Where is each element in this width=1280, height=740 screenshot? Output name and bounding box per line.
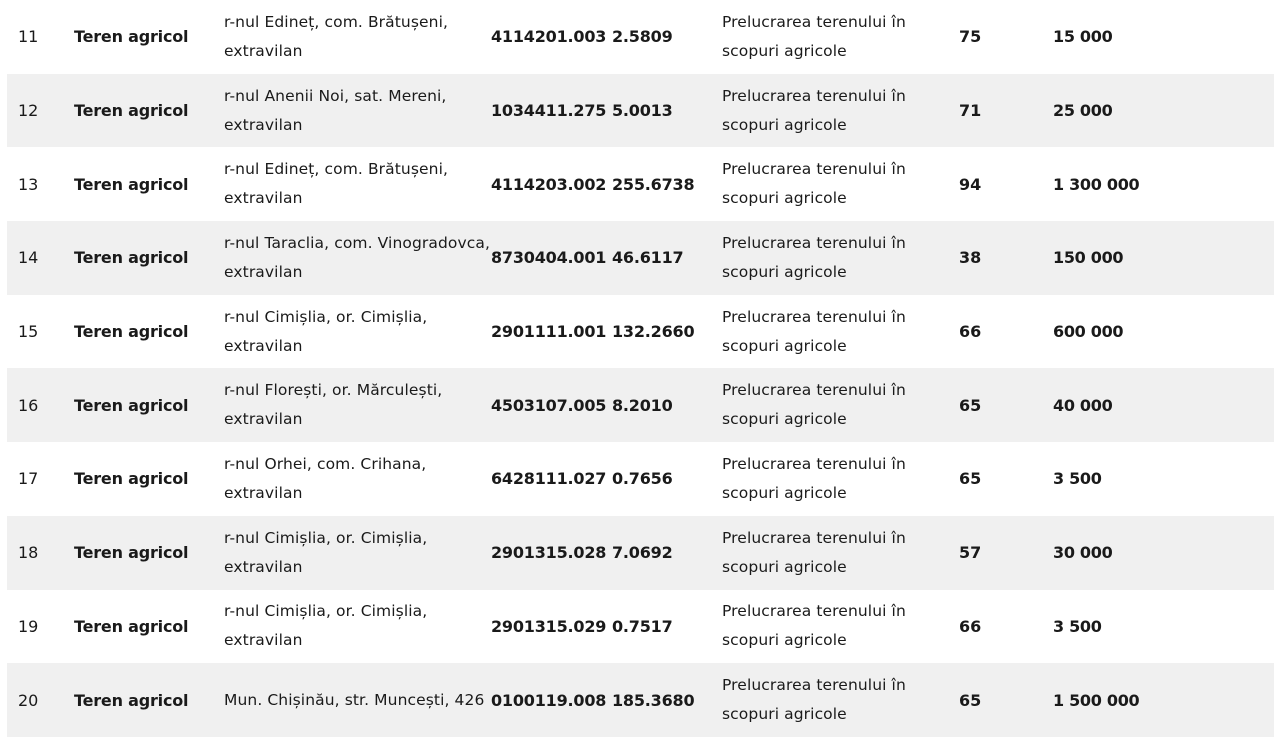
lot-address: r-nul Cimișlia, or. Cimișlia, extravilan <box>224 307 428 355</box>
lot-type: Teren agricol <box>74 616 189 636</box>
lot-type: Teren agricol <box>74 27 189 47</box>
lot-purpose: Prelucrarea terenului în scopuri agricole <box>722 602 906 650</box>
lot-area: 185.3680 <box>612 690 695 710</box>
cadastral-number: 4114201.003 <box>491 27 607 47</box>
lot-address: r-nul Florești, or. Mărculești, extravilan <box>224 381 443 429</box>
lot-purpose: Prelucrarea terenului în scopuri agricole <box>722 454 906 502</box>
lot-price: 1 300 000 <box>1053 174 1140 194</box>
lot-area: 7.0692 <box>612 543 673 563</box>
quality-score: 66 <box>959 616 982 636</box>
table-row <box>7 147 1274 221</box>
cadastral-number: 4503107.005 <box>491 395 607 415</box>
lot-type: Teren agricol <box>74 690 189 710</box>
cadastral-number: 6428111.027 <box>491 469 607 489</box>
cadastral-number: 0100119.008 <box>491 690 607 710</box>
lot-type: Teren agricol <box>74 322 189 342</box>
cadastral-number: 4114203.002 <box>491 174 607 194</box>
lot-type: Teren agricol <box>74 469 189 489</box>
lot-type: Teren agricol <box>74 101 189 121</box>
lot-price: 40 000 <box>1053 395 1113 415</box>
quality-score: 65 <box>959 469 982 489</box>
lot-address: r-nul Cimișlia, or. Cimișlia, extravilan <box>224 528 428 576</box>
table-row <box>7 295 1274 369</box>
lot-type: Teren agricol <box>74 543 189 563</box>
row-number: 12 <box>18 101 39 121</box>
quality-score: 75 <box>959 27 982 47</box>
lots-table-container <box>7 0 1274 737</box>
lot-area: 255.6738 <box>612 174 695 194</box>
lot-type: Teren agricol <box>74 395 189 415</box>
table-row <box>7 516 1274 590</box>
cadastral-number: 2901111.001 <box>491 322 607 342</box>
lot-area: 132.2660 <box>612 322 695 342</box>
lot-price: 3 500 <box>1053 616 1102 636</box>
lot-price: 600 000 <box>1053 322 1124 342</box>
lot-type: Teren agricol <box>74 248 189 268</box>
table-body <box>7 0 1274 737</box>
table-row <box>7 0 1274 74</box>
row-number: 16 <box>18 395 39 415</box>
lot-purpose: Prelucrarea terenului în scopuri agricole <box>722 381 906 429</box>
lot-price: 150 000 <box>1053 248 1124 268</box>
cadastral-number: 2901315.028 <box>491 543 607 563</box>
lot-type: Teren agricol <box>74 174 189 194</box>
quality-score: 57 <box>959 543 982 563</box>
row-number: 19 <box>18 616 39 636</box>
table-row <box>7 663 1274 737</box>
lot-area: 46.6117 <box>612 248 684 268</box>
lot-area: 2.5809 <box>612 27 673 47</box>
lot-purpose: Prelucrarea terenului în scopuri agricole <box>722 307 906 355</box>
cadastral-number: 8730404.001 <box>491 248 607 268</box>
row-number: 20 <box>18 690 39 710</box>
lot-address: r-nul Anenii Noi, sat. Mereni, extravilan <box>224 86 447 134</box>
lot-address: r-nul Edineț, com. Brătușeni, extravilan <box>224 160 449 208</box>
lot-price: 3 500 <box>1053 469 1102 489</box>
row-number: 11 <box>18 27 39 47</box>
lot-purpose: Prelucrarea terenului în scopuri agricole <box>722 233 906 281</box>
cadastral-number: 1034411.275 <box>491 101 607 121</box>
table-row <box>7 221 1274 295</box>
quality-score: 66 <box>959 322 982 342</box>
lot-address: r-nul Cimișlia, or. Cimișlia, extravilan <box>224 602 428 650</box>
lot-purpose: Prelucrarea terenului în scopuri agricole <box>722 160 906 208</box>
lot-address: r-nul Orhei, com. Crihana, extravilan <box>224 454 427 502</box>
row-number: 13 <box>18 174 39 194</box>
lot-area: 0.7656 <box>612 469 673 489</box>
quality-score: 65 <box>959 690 982 710</box>
lot-price: 15 000 <box>1053 27 1113 47</box>
table-row <box>7 368 1274 442</box>
lot-purpose: Prelucrarea terenului în scopuri agricole <box>722 528 906 576</box>
lot-purpose: Prelucrarea terenului în scopuri agricole <box>722 86 906 134</box>
quality-score: 65 <box>959 395 982 415</box>
lot-purpose: Prelucrarea terenului în scopuri agricole <box>722 12 906 60</box>
table-row <box>7 74 1274 148</box>
lot-price: 30 000 <box>1053 543 1113 563</box>
row-number: 14 <box>18 248 39 268</box>
cadastral-number: 2901315.029 <box>491 616 607 636</box>
lot-address: r-nul Taraclia, com. Vinogradovca, extravilan <box>224 233 490 281</box>
quality-score: 38 <box>959 248 982 268</box>
row-number: 18 <box>18 543 39 563</box>
lot-purpose: Prelucrarea terenului în scopuri agricole <box>722 676 906 724</box>
table-row <box>7 442 1274 516</box>
lot-area: 8.2010 <box>612 395 673 415</box>
row-number: 17 <box>18 469 39 489</box>
lot-area: 0.7517 <box>612 616 673 636</box>
lot-address: r-nul Edineț, com. Brătușeni, extravilan <box>224 12 449 60</box>
row-number: 15 <box>18 322 39 342</box>
lot-address: Mun. Chișinău, str. Muncești, 426 <box>224 690 485 709</box>
lot-area: 5.0013 <box>612 101 673 121</box>
quality-score: 71 <box>959 101 982 121</box>
table-row <box>7 590 1274 664</box>
quality-score: 94 <box>959 174 982 194</box>
lots-table <box>7 0 1274 737</box>
lot-price: 1 500 000 <box>1053 690 1140 710</box>
lot-price: 25 000 <box>1053 101 1113 121</box>
